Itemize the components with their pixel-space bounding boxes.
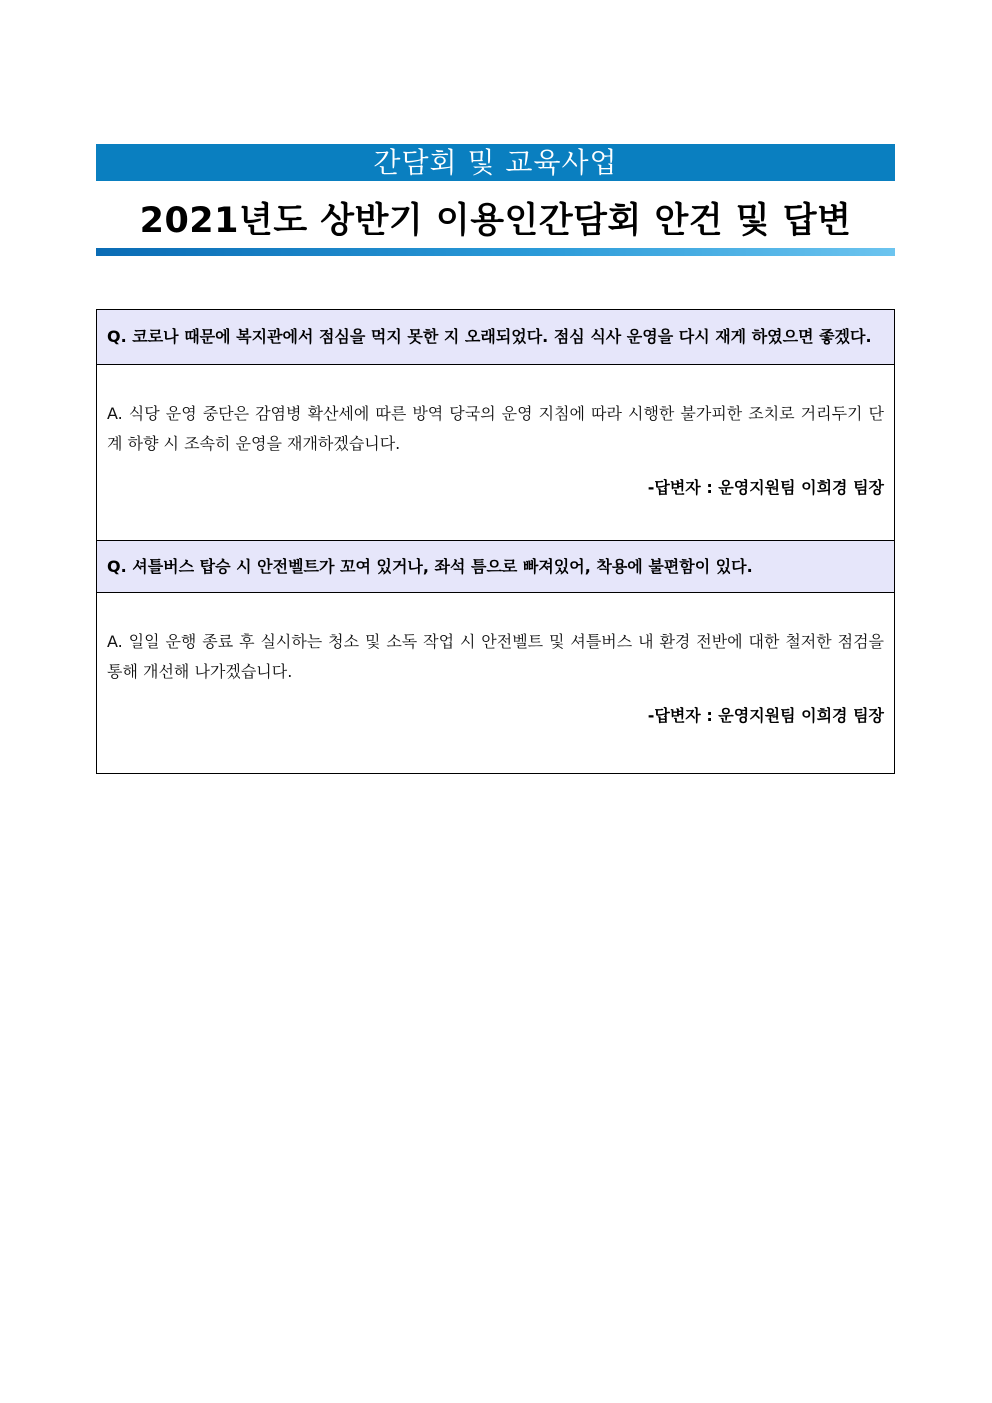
section-banner [96, 144, 895, 181]
question-row-1 [97, 310, 894, 365]
answer-row-2 [97, 593, 894, 773]
question-row-2 [97, 541, 894, 593]
responder-signature: -답변자 : 운영지원팀 이희경 팀장 [647, 706, 884, 725]
page-title: 2021년도 상반기 이용인간담회 안건 및 답변 [139, 201, 852, 241]
title-underline [96, 248, 895, 256]
answer-row-1 [97, 365, 894, 541]
question-text: Q. 셔틀버스 탑승 시 안전벨트가 꼬여 있거나, 좌석 틈으로 빠져있어, 착용에 불편함이 있다. [107, 556, 753, 576]
qa-table [96, 309, 895, 774]
answer-text: A. 식당 운영 중단은 감염병 확산세에 따른 방역 당국의 운영 지침에 따라 시행한 불가피한 조치로 거리두기 단계 하향 시 조속히 운영을 재개하겠습니다. [107, 404, 884, 453]
banner-title: 간담회 및 교육사업 [373, 145, 618, 179]
answer-text: A. 일일 운행 종료 후 실시하는 청소 및 소독 작업 시 안전벨트 및 셔틀버스 내 환경 전반에 대한 철저한 점검을 통해 개선해 나가겠습니다. [107, 632, 884, 681]
question-text: Q. 코로나 때문에 복지관에서 점심을 먹지 못한 지 오래되었다. 점심 식사 운영을 다시 재게 하였으면 좋겠다. [107, 327, 872, 346]
responder-signature: -답변자 : 운영지원팀 이희경 팀장 [647, 478, 884, 497]
